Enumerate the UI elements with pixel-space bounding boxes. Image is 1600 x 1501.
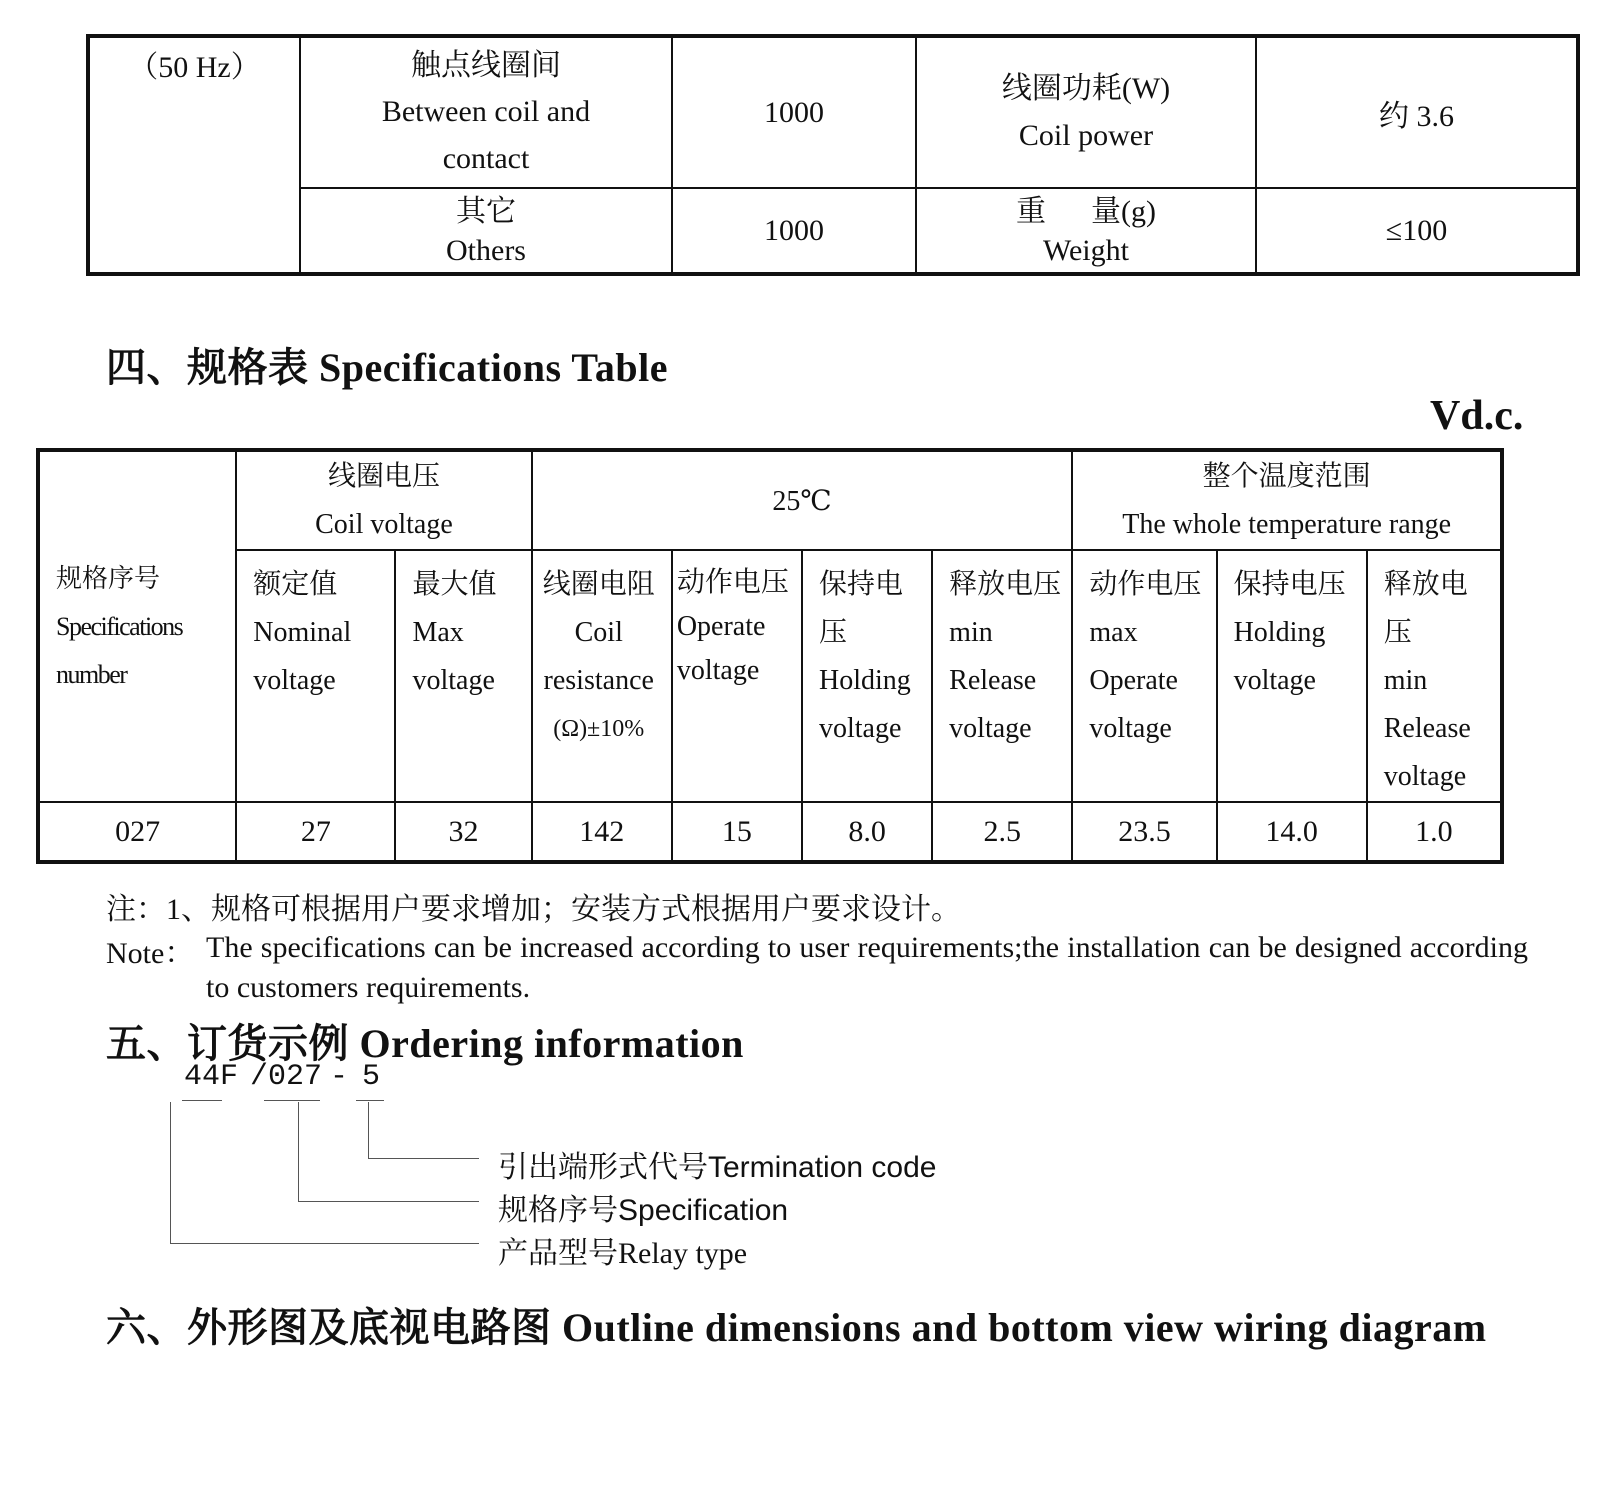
code-termination: 5 bbox=[362, 1060, 381, 1094]
header-line: 规格序号 bbox=[56, 563, 161, 593]
label-en: Others bbox=[446, 233, 526, 267]
header-line: 最大值 bbox=[412, 569, 497, 600]
header-line: voltage bbox=[676, 655, 760, 686]
header-line: Operate bbox=[1089, 665, 1178, 696]
table-row bbox=[38, 802, 1502, 862]
section-title: 五、订货示例 Ordering information bbox=[106, 1021, 744, 1066]
relay-type-leader-line bbox=[170, 1102, 479, 1244]
holding-voltage-header bbox=[802, 550, 932, 802]
value-cell bbox=[672, 188, 916, 274]
header-line: Nominal bbox=[253, 617, 352, 648]
value: ≤100 bbox=[1385, 213, 1448, 247]
code-underline bbox=[182, 1100, 222, 1101]
unit-label: Vd.c. bbox=[1430, 393, 1524, 439]
others-cell bbox=[300, 188, 672, 274]
note-text: The specifications can be increased according to user requirements;the installation can be designed according to customers requirements. bbox=[206, 931, 1528, 1004]
header-line: Coil bbox=[574, 617, 623, 648]
code-relay-type: 44F bbox=[184, 1060, 239, 1094]
specifications-table bbox=[36, 448, 1504, 864]
header-line: 整个温度范围 bbox=[1202, 460, 1371, 492]
label-en: Specification bbox=[618, 1194, 789, 1227]
header-line: Holding bbox=[1233, 617, 1326, 648]
label-cn: 其它 bbox=[456, 194, 516, 228]
label-cn: 引出端形式代号 bbox=[498, 1151, 708, 1184]
label-en: Between coil and bbox=[381, 95, 591, 129]
header-line: The whole temperature range bbox=[1122, 508, 1452, 540]
table-cell: 27 bbox=[236, 802, 395, 862]
code-underline bbox=[264, 1100, 320, 1101]
header-line: resistance bbox=[543, 665, 654, 696]
code-specification: /027 bbox=[250, 1060, 323, 1094]
param-en: Weight bbox=[1043, 233, 1129, 267]
label-en: Termination code bbox=[708, 1151, 937, 1184]
header-line: 25℃ bbox=[772, 485, 832, 517]
max-voltage-header bbox=[395, 550, 531, 802]
coil-resistance-header bbox=[532, 550, 672, 802]
header-line: max bbox=[1089, 617, 1138, 648]
coil-voltage-header bbox=[236, 450, 531, 550]
coil-power-value bbox=[1256, 36, 1578, 188]
table-cell: 2.5 bbox=[932, 802, 1072, 862]
header-line: Release bbox=[1383, 713, 1471, 744]
frequency-label: （50 Hz） bbox=[128, 51, 261, 84]
header-line: voltage bbox=[412, 665, 495, 696]
coil-power-cell bbox=[916, 36, 1256, 188]
weight-value bbox=[1256, 188, 1578, 274]
header-line: 动作电压 bbox=[1089, 569, 1202, 600]
label-en: contact bbox=[442, 141, 530, 175]
header-line: min bbox=[949, 617, 993, 648]
value-cell bbox=[672, 36, 916, 188]
note-cn: 注：1、规格可根据用户要求增加；安装方式根据用户要求设计。 bbox=[106, 893, 961, 926]
relay-type-label bbox=[498, 1228, 747, 1272]
insulation-table bbox=[86, 34, 1580, 276]
label-cn: 触点线圈间 bbox=[411, 48, 561, 82]
label-en: Relay type bbox=[618, 1237, 748, 1270]
param-cn: 重 量(g) bbox=[1016, 194, 1156, 228]
specification-label bbox=[498, 1185, 788, 1229]
header-line: 保持电压 bbox=[1233, 569, 1346, 600]
header-line: voltage bbox=[819, 713, 902, 744]
value: 1000 bbox=[764, 213, 824, 247]
section-title: 四、规格表 Specifications Table bbox=[106, 345, 668, 390]
min-release-voltage-header bbox=[1367, 550, 1502, 802]
header-line: voltage bbox=[1233, 665, 1316, 696]
header-line: number bbox=[56, 659, 127, 689]
table-cell: 14.0 bbox=[1217, 802, 1367, 862]
header-line: 释放电压 bbox=[949, 569, 1062, 600]
header-line: Coil voltage bbox=[315, 508, 453, 540]
code-underline bbox=[356, 1100, 384, 1101]
code-separator: - bbox=[330, 1060, 349, 1094]
label-cn: 规格序号 bbox=[498, 1194, 618, 1227]
header-line: (Ω)±10% bbox=[553, 716, 645, 742]
release-voltage-header bbox=[932, 550, 1072, 802]
max-operate-voltage-header bbox=[1072, 550, 1216, 802]
note-label: Note： bbox=[106, 937, 195, 970]
table-cell: 027 bbox=[38, 802, 236, 862]
header-line: Max bbox=[412, 617, 464, 648]
termination-code-label bbox=[498, 1142, 936, 1186]
header-line: voltage bbox=[1089, 713, 1172, 744]
section-title: 六、外形图及底视电路图 Outline dimensions and bottom view wiring diagram bbox=[106, 1305, 1487, 1350]
between-coil-contact-cell bbox=[300, 36, 672, 188]
param-en: Coil power bbox=[1018, 118, 1154, 152]
header-line: min bbox=[1383, 665, 1428, 696]
header-line: Holding bbox=[819, 665, 911, 696]
whole-temp-range-header bbox=[1072, 450, 1502, 550]
value: 约 3.6 bbox=[1379, 99, 1454, 133]
table-cell: 8.0 bbox=[802, 802, 932, 862]
table-cell: 15 bbox=[672, 802, 802, 862]
param-cn: 线圈功耗(W) bbox=[1001, 72, 1171, 105]
spec-number-header bbox=[38, 450, 236, 802]
value: 1000 bbox=[764, 95, 824, 129]
range-holding-voltage-header bbox=[1217, 550, 1367, 802]
header-line: 释放电压 bbox=[1383, 569, 1468, 648]
header-line: Release bbox=[949, 665, 1037, 696]
header-line: 额定值 bbox=[253, 569, 338, 600]
header-line: Operate bbox=[676, 611, 766, 642]
header-line: 线圈电阻 bbox=[542, 569, 655, 600]
nominal-voltage-header bbox=[236, 550, 395, 802]
header-line: Specifications bbox=[56, 611, 183, 641]
header-line: voltage bbox=[949, 713, 1032, 744]
note-en bbox=[106, 928, 1528, 1008]
header-line: 动作电压 bbox=[676, 567, 789, 598]
frequency-cell bbox=[88, 36, 300, 274]
header-line: voltage bbox=[253, 665, 336, 696]
header-line: 保持电压 bbox=[819, 569, 904, 648]
operate-voltage-header bbox=[672, 550, 802, 802]
table-cell: 32 bbox=[395, 802, 531, 862]
header-line: voltage bbox=[1383, 761, 1467, 792]
header-line: 线圈电压 bbox=[327, 460, 440, 492]
label-cn: 产品型号 bbox=[498, 1237, 618, 1270]
table-cell: 1.0 bbox=[1367, 802, 1502, 862]
table-cell: 23.5 bbox=[1072, 802, 1216, 862]
temp-25-header bbox=[532, 450, 1073, 550]
table-cell: 142 bbox=[532, 802, 672, 862]
weight-cell bbox=[916, 188, 1256, 274]
